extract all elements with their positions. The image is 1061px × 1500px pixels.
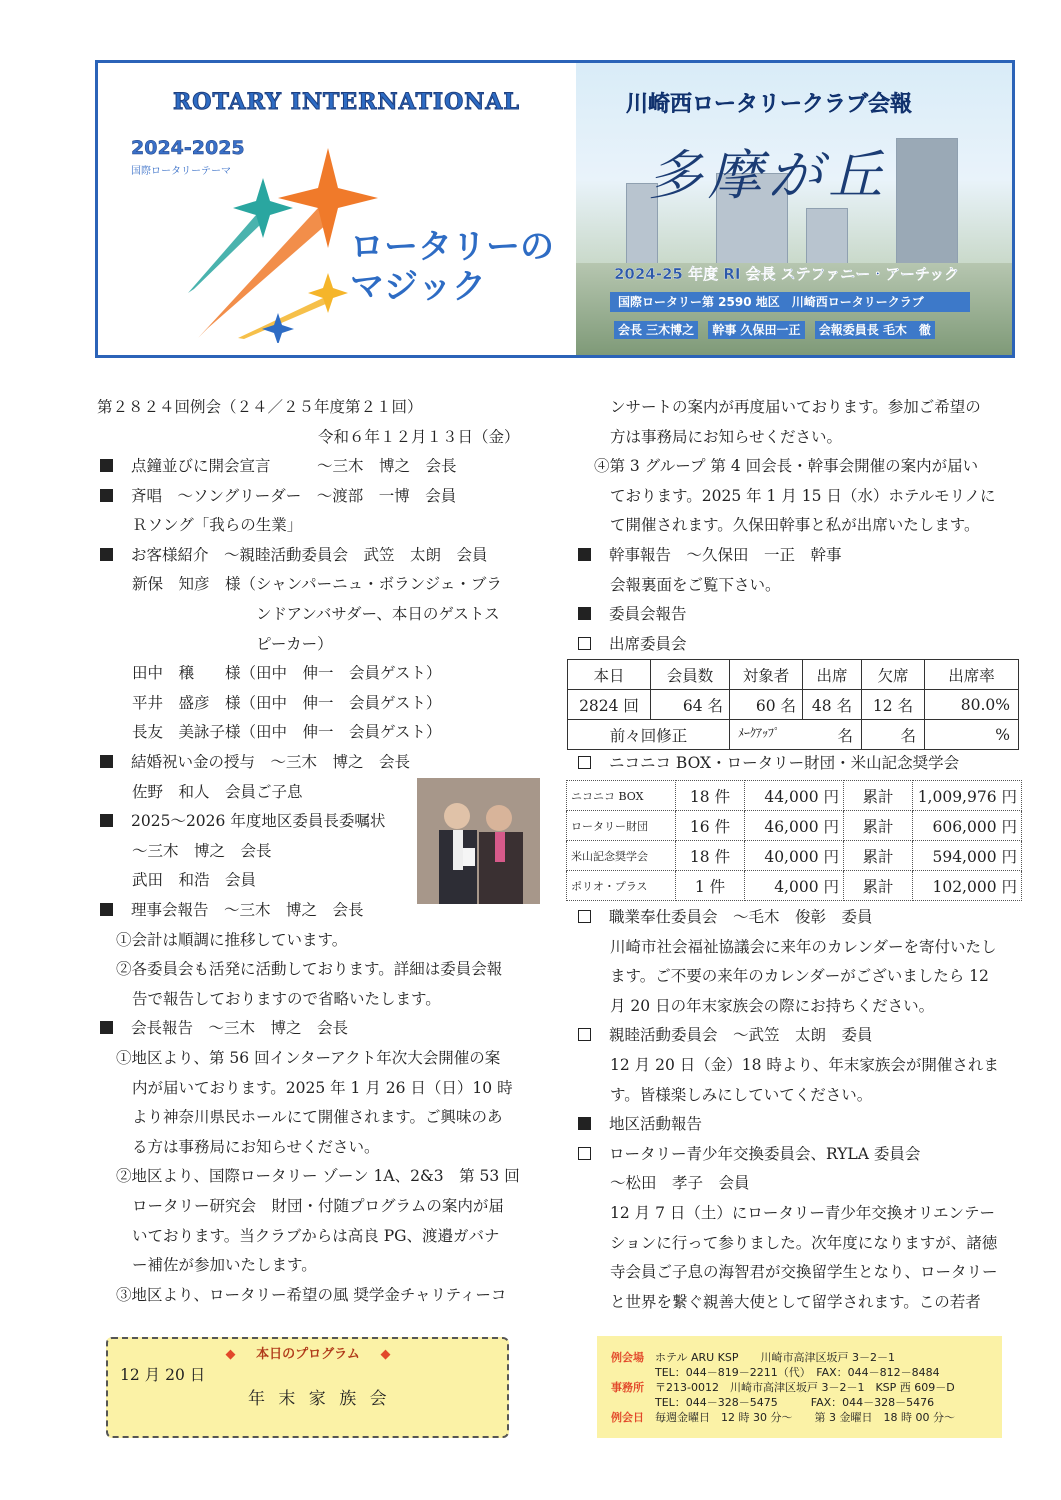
text-line xyxy=(256,600,500,630)
club-newsletter-panel xyxy=(576,63,1012,355)
text-line xyxy=(132,837,272,867)
text-line xyxy=(132,511,302,541)
info-text: ホテル ARU KSP 川崎市高津区坂戸 3－2－1 xyxy=(655,1351,895,1364)
line-text: 月 20 日の年末家族会の際にお持ちください。 xyxy=(610,996,935,1015)
line-text: 告で報告しておりますので省略いたします。 xyxy=(132,989,441,1008)
section-heading xyxy=(100,1014,348,1044)
section-heading xyxy=(100,748,410,778)
text-line xyxy=(116,1044,500,1074)
donations-row xyxy=(567,871,1022,901)
text-line xyxy=(610,482,996,512)
text-line xyxy=(132,659,441,689)
meeting-date: 令和６年１２月１３日（金） xyxy=(318,428,520,446)
line-text: ②各委員会も活発に活動しております。詳細は委員会報 xyxy=(116,960,503,979)
donations-cell-amount: 4,000 円 xyxy=(745,871,844,901)
attendance-header: 本日 xyxy=(568,660,651,690)
text-line xyxy=(132,778,303,808)
line-text: 2025～2026 年度地区委員長委嘱状 xyxy=(131,812,386,831)
line-text: ③地区より、ロータリー希望の風 奨学金チャリティーコ xyxy=(116,1285,507,1304)
info-text: TEL：044－819－2211（代） FAX：044－812－8484 xyxy=(655,1366,940,1379)
line-text: 内が届いております。2025 年 1 月 26 日（日）10 時 xyxy=(132,1078,513,1097)
section-heading xyxy=(578,541,842,571)
rotary-theme-panel xyxy=(98,63,576,355)
line-text: ロータリー研究会 財団・付随プログラムの案内が届 xyxy=(132,1197,504,1215)
text-line xyxy=(116,955,502,985)
section-heading xyxy=(100,482,456,512)
line-text: ①会計は順調に推移しています。 xyxy=(116,930,348,949)
line-text: より神奈川県民ホールにて開催されます。ご興味のあ xyxy=(132,1108,503,1127)
line-text: 親睦活動委員会 ～武笠 太朗 委員 xyxy=(609,1026,873,1045)
text-line xyxy=(132,1133,380,1163)
line-text: す。皆様楽しみにしていてください。 xyxy=(610,1085,873,1104)
line-text: いております。当クラブからは高良 PG、渡邉ガバナ xyxy=(132,1226,500,1245)
line-text: 新保 知彦 様（シャンパーニュ・ボランジェ・ブラ xyxy=(132,575,502,594)
rotary-international-title: ROTARY INTERNATIONAL xyxy=(173,89,520,115)
bullet-square-icon xyxy=(100,1021,113,1034)
line-text: 職業奉仕委員会 ～毛木 俊彰 委員 xyxy=(609,908,873,926)
bullet-square-icon xyxy=(100,755,113,768)
donations-cell-count: 16 件 xyxy=(676,811,745,841)
text-line xyxy=(610,1169,750,1199)
info-line xyxy=(611,1365,955,1380)
program-title: 年 末 家 族 会 xyxy=(248,1389,391,1409)
line-text: 斉唱 ～ソングリーダー ～渡部 一博 会員 xyxy=(131,486,457,505)
attendance-header: 出席 xyxy=(803,660,862,690)
donations-cell-total: 606,000 円 xyxy=(913,811,1022,841)
donations-cell-count: 18 件 xyxy=(676,841,745,871)
line-text: Ｒソング「我らの生業」 xyxy=(132,516,303,535)
line-text: ー補佐が参加いたします。 xyxy=(132,1256,317,1275)
section-heading xyxy=(578,600,687,630)
donations-cell-label: ポリオ・プラス xyxy=(567,871,676,901)
text-line xyxy=(610,933,997,963)
donations-cell-total: 594,000 円 xyxy=(913,841,1022,871)
line-text: 12 月 7 日（土）にロータリー青少年交換オリエンテー xyxy=(610,1204,996,1222)
text-line xyxy=(610,1229,997,1259)
officer-secretary: 幹事 久保田一正 xyxy=(708,321,804,339)
attendance-cell: 80.0% xyxy=(925,690,1019,720)
line-text: 平井 盛彦 様（田中 伸一 会員ゲスト） xyxy=(132,693,442,712)
donations-row xyxy=(567,841,1022,871)
program-heading-row xyxy=(108,1343,508,1362)
line-text: ンドアンバサダー、本日のゲストス xyxy=(256,605,500,623)
text-line xyxy=(610,511,980,541)
donations-cell-count: 18 件 xyxy=(676,781,745,811)
text-line xyxy=(132,1103,502,1133)
text-line xyxy=(132,689,441,719)
attendance-cell: 2824 回 xyxy=(568,690,651,720)
line-text: ④第 3 グループ 第 4 回会長・幹事会開催の案内が届い xyxy=(594,457,979,476)
text-line xyxy=(610,423,842,453)
theme-label: 国際ロータリーテーマ xyxy=(131,166,231,177)
theme-title-line1: ロータリーの xyxy=(350,227,554,267)
donations-cell-amount: 40,000 円 xyxy=(745,841,844,871)
line-text: て開催されます。久保田幹事と私が出席いたします。 xyxy=(610,516,980,535)
officer-president: 会長 三木博之 xyxy=(614,321,698,339)
text-line xyxy=(610,1199,995,1229)
text-line xyxy=(610,571,781,601)
text-line xyxy=(116,926,347,956)
line-text: ションに行って参りました。次年度になりますが、諸徳 xyxy=(610,1233,998,1252)
donations-cell-amount: 44,000 円 xyxy=(745,781,844,811)
makeup-unit: 名 xyxy=(837,726,853,745)
checkbox-square-icon xyxy=(578,637,591,650)
text-line xyxy=(610,1051,999,1081)
line-text: 武田 和浩 会員 xyxy=(132,871,257,890)
info-label: 例会場 xyxy=(611,1351,644,1364)
award-photo xyxy=(417,778,540,904)
masthead xyxy=(95,60,1015,358)
text-line xyxy=(132,1074,513,1104)
diamond-icon: ◆ xyxy=(380,1347,391,1362)
donations-cell-label: 米山記念奨学会 xyxy=(567,841,676,871)
line-text: 幹事報告 ～久保田 一正 幹事 xyxy=(609,546,842,564)
officers xyxy=(614,321,941,338)
donations-cell-label: ニコニコ BOX xyxy=(567,781,676,811)
district-banner: 国際ロータリー第 2590 地区 川崎西ロータリークラブ xyxy=(610,292,970,312)
bullet-square-icon xyxy=(100,489,113,502)
line-text: 長友 美詠子様（田中 伸一 会員ゲスト） xyxy=(132,723,442,742)
donations-cell-total: 1,009,976 円 xyxy=(913,781,1022,811)
subsection-heading xyxy=(578,1021,873,1051)
newsletter-name: 多摩が丘 xyxy=(648,144,888,207)
makeup-label: ﾒｰｸｱｯﾌﾟ xyxy=(738,725,781,740)
line-text: 出席委員会 xyxy=(609,634,687,653)
line-text: 12 月 20 日（金）18 時より、年末家族会が開催されま xyxy=(610,1056,999,1074)
ri-president: 2024-25 年度 RI 会長 ステファニー・アーチック xyxy=(614,265,960,283)
text-line xyxy=(132,718,441,748)
info-line xyxy=(611,1395,955,1410)
today-program-box xyxy=(106,1337,509,1438)
info-label: 事務所 xyxy=(611,1381,644,1394)
info-line xyxy=(611,1410,955,1425)
line-text: 会報裏面をご覧下さい。 xyxy=(610,575,781,594)
text-line xyxy=(610,1258,998,1288)
line-text: 寺会員ご子息の海智君が交換留学生となり、ロータリー xyxy=(610,1263,998,1282)
theme-title-line2: マジック xyxy=(350,267,486,307)
donations-cell-count: 1 件 xyxy=(676,871,745,901)
text-line xyxy=(132,985,441,1015)
nikoniko-heading: ニコニコ BOX・ロータリー財団・米山記念奨学会 xyxy=(578,749,959,779)
checkbox-square-icon xyxy=(578,756,591,769)
subsection-heading xyxy=(578,1140,920,1170)
line-text: る方は事務局にお知らせください。 xyxy=(132,1137,380,1156)
text-line xyxy=(610,393,981,423)
attendance-table xyxy=(567,659,1019,750)
attendance-cell: 60 名 xyxy=(730,690,803,720)
line-text: ②地区より、国際ロータリー ゾーン 1A、2&3 第 53 回 xyxy=(116,1167,520,1186)
info-label: 例会日 xyxy=(611,1411,644,1424)
text-line xyxy=(132,1251,317,1281)
line-text: ①地区より、第 56 回インターアクト年次大会開催の案 xyxy=(116,1049,501,1067)
bullet-square-icon xyxy=(578,1117,591,1130)
officer-editor: 会報委員長 毛木 徹 xyxy=(815,321,935,339)
text-line xyxy=(256,630,333,660)
people-photo-icon xyxy=(417,778,540,904)
info-text: 〒213-0012 川崎市高津区坂戸 3－2－1 KSP 西 609－D xyxy=(655,1381,955,1394)
line-text: 佐野 和人 会員ご子息 xyxy=(132,782,303,801)
donations-cell-total-label: 累計 xyxy=(844,871,913,901)
line-text: と世界を繋ぐ親善大使として留学されます。この若者 xyxy=(610,1292,981,1311)
attendance-cell: 名 xyxy=(862,720,925,750)
section-heading xyxy=(100,896,364,926)
info-text: 毎週金曜日 12 時 30 分～ 第 3 金曜日 18 時 00 分～ xyxy=(655,1411,955,1424)
text-line xyxy=(132,1192,504,1222)
line-text: ピーカー） xyxy=(256,634,333,653)
line-text: お客様紹介 ～親睦活動委員会 武笠 太朗 会員 xyxy=(131,545,488,564)
attendance-header: 会員数 xyxy=(651,660,730,690)
info-line xyxy=(611,1350,955,1365)
attendance-cell xyxy=(730,720,862,750)
bullet-square-icon xyxy=(100,814,113,827)
bullet-square-icon xyxy=(100,903,113,916)
info-text: TEL：044－328－5475 FAX：044－328－5476 xyxy=(655,1396,935,1409)
text-line xyxy=(610,992,934,1022)
line-text: 理事会報告 ～三木 博之 会長 xyxy=(131,901,364,919)
text-line xyxy=(132,866,256,896)
club-info-box xyxy=(597,1336,1002,1438)
donations-row xyxy=(567,781,1022,811)
line-text: ております。2025 年 1 月 15 日（水）ホテルモリノに xyxy=(610,486,996,505)
attendance-header: 出席率 xyxy=(925,660,1019,690)
text-line xyxy=(132,570,502,600)
checkbox-square-icon xyxy=(578,1147,591,1160)
attendance-cell: 12 名 xyxy=(862,690,925,720)
donations-cell-total-label: 累計 xyxy=(844,811,913,841)
attendance-cell: % xyxy=(925,720,1019,750)
program-date: 12 月 20 日 xyxy=(120,1366,206,1384)
checkbox-square-icon xyxy=(578,910,591,923)
line-text: ます。ご不要の来年のカレンダーがございましたら 12 xyxy=(610,967,989,986)
text-line xyxy=(610,1081,872,1111)
theme-year: 2024-2025 xyxy=(131,137,245,159)
donations-row xyxy=(567,811,1022,841)
donations-cell-label: ロータリー財団 xyxy=(567,811,676,841)
bullet-square-icon xyxy=(578,607,591,620)
club-newsletter-title: 川崎西ロータリークラブ会報 xyxy=(626,92,913,117)
attendance-prev-label: 前々回修正 xyxy=(568,720,730,750)
section-heading xyxy=(100,807,385,837)
line-text: ～松田 孝子 会員 xyxy=(610,1174,750,1193)
text-line xyxy=(132,1222,500,1252)
section-heading xyxy=(578,1110,702,1140)
line-text: ンサートの案内が再度届いております。参加ご希望の xyxy=(610,398,981,416)
subsection-heading xyxy=(578,903,873,933)
text-line xyxy=(116,1281,506,1311)
donations-cell-total-label: 累計 xyxy=(844,841,913,871)
line-text: 川崎市社会福祉協議会に来年のカレンダーを寄付いたし xyxy=(610,937,997,956)
text-line xyxy=(116,1162,520,1192)
attendance-header: 欠席 xyxy=(862,660,925,690)
attendance-header: 対象者 xyxy=(730,660,803,690)
line-text: 結婚祝い金の授与 ～三木 博之 会長 xyxy=(131,753,411,771)
bullet-square-icon xyxy=(578,548,591,561)
donations-cell-total-label: 累計 xyxy=(844,781,913,811)
diamond-icon: ◆ xyxy=(225,1347,236,1362)
line-text: ～三木 博之 会長 xyxy=(132,841,272,860)
program-heading: 本日のプログラム xyxy=(256,1347,360,1362)
subsection-heading xyxy=(578,630,687,660)
bullet-square-icon xyxy=(100,459,113,472)
attendance-cell: 48 名 xyxy=(803,690,862,720)
line-text: 地区活動報告 xyxy=(609,1115,703,1134)
bullet-square-icon xyxy=(100,548,113,561)
line-text: 田中 穣 様（田中 伸一 会員ゲスト） xyxy=(132,664,442,683)
donations-cell-amount: 46,000 円 xyxy=(745,811,844,841)
attendance-cell: 64 名 xyxy=(651,690,730,720)
line-text: 委員会報告 xyxy=(609,605,687,624)
donations-cell-total: 102,000 円 xyxy=(913,871,1022,901)
section-heading xyxy=(100,452,457,482)
donations-table xyxy=(566,780,1022,901)
checkbox-square-icon xyxy=(578,1028,591,1041)
line-text: 会長報告 ～三木 博之 会長 xyxy=(131,1019,349,1038)
line-text: ロータリー青少年交換委員会、RYLA 委員会 xyxy=(609,1144,921,1163)
meeting-number: 第２８２４回例会（２４／２５年度第２１回） xyxy=(97,398,423,416)
text-line xyxy=(610,962,989,992)
text-line xyxy=(594,452,978,482)
line-text: 点鐘並びに開会宣言 ～三木 博之 会長 xyxy=(131,457,457,475)
text-line xyxy=(610,1288,981,1318)
section-heading xyxy=(100,541,488,571)
info-line xyxy=(611,1380,955,1395)
line-text: 方は事務局にお知らせください。 xyxy=(610,427,843,446)
